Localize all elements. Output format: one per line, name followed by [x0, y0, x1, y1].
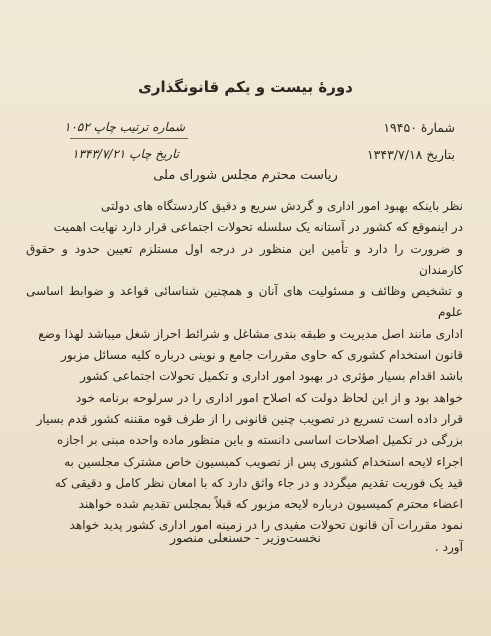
body-line: آورد . — [434, 539, 463, 554]
body-line: خواهد بود و از این لحاظ دولت که اصلاح امور اداری را در سرلوحه برنامه خود — [75, 390, 463, 405]
print-order-underline — [70, 138, 188, 139]
body-line: در اینموقع که کشور در آستانه یک سلسله تحولات اجتماعی قرار دارد نهایت اهمیت — [53, 220, 463, 235]
body-line: بزرگی در تکمیل اصلاحات اساسی دانسته و باین منظور ماده واحده مبنی بر اجازه — [56, 433, 463, 448]
body-line: نظر باینکه بهبود امور اداری و گردش سریع و دقیق کاردستگاه های دولتی — [101, 199, 463, 213]
print-order-number: شماره ترتیب چاپ ۱۰۵۲ — [64, 120, 186, 134]
body-line: و تشخیص وظائف و مسئولیت های آنان و همچنین شناسائی قواعد و ضوابط اساسی علوم — [26, 284, 463, 320]
page-title: دورهٔ بیست و یکم قانونگذاری — [138, 78, 353, 96]
body-line: قرار داده است تسریع در تصویب چنین قانونی را از طرف قوه مقننه کشور قدم بسیار — [36, 411, 463, 426]
body-line: اجراء لایحه استخدام کشوری پس از تصویب کمیسیون خاص مشترک مجلسین به — [64, 454, 463, 469]
body-line: اداری مانند اصل مدیریت و طبقه بندی مشاغل و شرائط احراز شغل میباشد لهذا وضع — [38, 326, 463, 341]
body-line: باشد اقدام بسیار مؤثری در بهبود امور اداری و تکمیل تحولات اجتماعی کشور — [80, 369, 463, 384]
body-line: اعضاء محترم کمیسیون درباره لایحه مزبور که قبلاً بمجلس تقدیم شده خواهند — [78, 497, 463, 512]
letter-body — [26, 196, 463, 558]
document-number: شمارهٔ ۱۹۴۵۰ — [383, 120, 455, 135]
signature-line: نخست‌وزیر - حسنعلی منصور — [170, 530, 321, 545]
body-line: نمود مقررات آن قانون تحولات مفیدی را در زمینه امور اداری کشور پدید خواهد — [69, 518, 463, 533]
document-date: بتاریخ ۱۳۴۳/۷/۱۸ — [366, 147, 455, 162]
print-date: تاریخ چاپ ۱۳۴۳/۷/۲۱ — [72, 147, 180, 161]
body-line: و ضرورت را دارد و تأمین این منظور در درجه اول مستلزم تعیین حدود و حقوق کارمندان — [26, 241, 463, 277]
body-line: قانون استخدام کشوری که حاوی مقررات جامع و نوینی درباره کلیه مسائل مزبور — [61, 348, 463, 363]
addressee-line: ریاست محترم مجلس شورای ملی — [153, 168, 338, 183]
body-line: قید یک فوریت تقدیم میگردد و در جاء واثق دارد که با امعان نظر کامل و دقیقی که — [54, 475, 463, 490]
